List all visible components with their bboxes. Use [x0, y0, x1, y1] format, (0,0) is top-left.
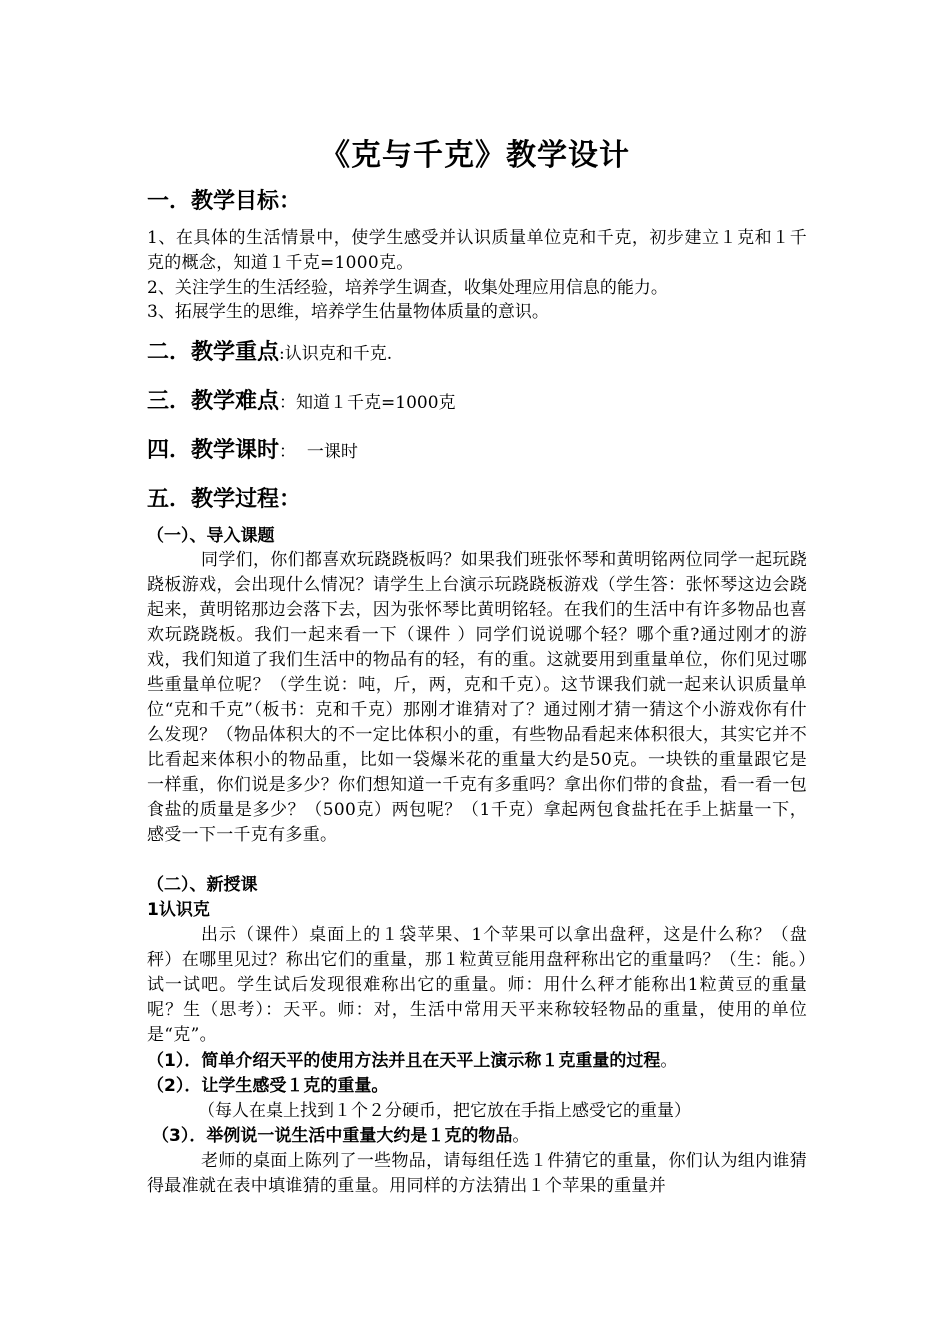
item-1-text: （1）．简单介绍天平的使用方法并且在天平上演示称１克重量的过程: [147, 1051, 661, 1071]
document-title: 《克与千克》教学设计: [320, 138, 630, 173]
item-3-text: （3）．举例说一说生活中重量大约是１克的物品: [152, 1126, 513, 1146]
section-heading-process: 五．教学过程：: [147, 487, 302, 512]
section-heading-difficulty: [147, 387, 456, 418]
part2-subheading: 1认识克: [147, 900, 210, 920]
difficulty-value: ：知道１千克=1000克: [279, 393, 456, 413]
goal-3: 3、拓展学生的思维，培养学生估量物体质量的意识。: [147, 302, 549, 322]
part2-heading: （二）、新授课: [147, 875, 258, 895]
item-2: （2）．让学生感受１克的重量。: [147, 1076, 389, 1096]
key-points-label: 二．教学重点: [147, 340, 280, 365]
part1-paragraph: 同学们，你们都喜欢玩跷跷板吗？如果我们班张怀琴和黄明铭两位同学一起玩跷跷板游戏，会出现什么情况？请学生上台演示玩跷跷板游戏（学生答：张怀琴这边会跷起来，黄明铭那边会落下去，因为张怀琴比黄明铭轻。在我们的生活中有许多物品也喜欢玩跷跷板。我们一起来看一下（课件 ）同学们说说哪个轻？哪个重?通过刚才的游戏，我们知道了我们生活中的物品有的轻，有的重。这就要用到重量单位，你们见过哪些重量单位呢？（学生说：吨，斤，两，克和千克）。这节课我们就一起来认识质量单位“克和千克”（板书：克和千克）那刚才谁猜对了？通过刚才猜一猜这个小游戏你有什么发现？（物品体积大的不一定比体积小的重，有些物品看起来体积很大，其实它并不比看起来体积小的物品重，比如一袋爆米花的重量大约是50克。一块铁的重量跟它是一样重，你们说是多少？你们想知道一千克有多重吗？拿出你们带的食盐，看一看一包食盐的质量是多少？（500克）两包呢？（1千克）拿起两包食盐托在手上掂量一下，感受一下一千克有多重。: [147, 550, 807, 845]
item-1: [147, 1049, 677, 1074]
item-2-note: （每人在桌上找到１个２分硬币，把它放在手指上感受它的重量）: [198, 1101, 691, 1121]
goal-2: 2、关注学生的生活经验，培养学生调查，收集处理应用信息的能力。: [147, 278, 668, 298]
part1-heading: （一）、导入课题: [147, 526, 275, 546]
key-points-value: :认识克和千克.: [279, 344, 393, 364]
item-1-end: 。: [660, 1051, 678, 1071]
section-heading-key-points: [147, 338, 392, 369]
section-heading-periods: [147, 436, 358, 467]
item-3-end: 。: [512, 1126, 530, 1146]
difficulty-label: 三．教学难点: [147, 389, 280, 414]
periods-value: ： 一课时: [279, 442, 358, 462]
part2-paragraph: 出示（课件）桌面上的１袋苹果、1个苹果可以拿出盘秤，这是什么称？（盘秤）在哪里见过？称出它们的重量，那１粒黄豆能用盘秤称出它的重量吗？（生：能。）试一试吧。学生试后发现很难称出它的重量。师：用什么秤才能称出1粒黄豆的重量呢？生（思考）：天平。师：对，生活中常用天平来称较轻物品的重量，使用的单位是“克”。: [147, 925, 807, 1045]
section-heading-goals: 一．教学目标：: [147, 189, 302, 214]
item-3: [152, 1124, 529, 1149]
final-paragraph: 老师的桌面上陈列了一些物品，请每组任选１件猜它的重量，你们认为组内谁猜得最准就在表中填谁猜的重量。用同样的方法猜出１个苹果的重量并: [147, 1151, 807, 1196]
periods-label: 四．教学课时: [147, 438, 280, 463]
goal-1: 1、在具体的生活情景中，使学生感受并认识质量单位克和千克，初步建立１克和１千克的概念，知道１千克=1000克。: [147, 228, 807, 273]
